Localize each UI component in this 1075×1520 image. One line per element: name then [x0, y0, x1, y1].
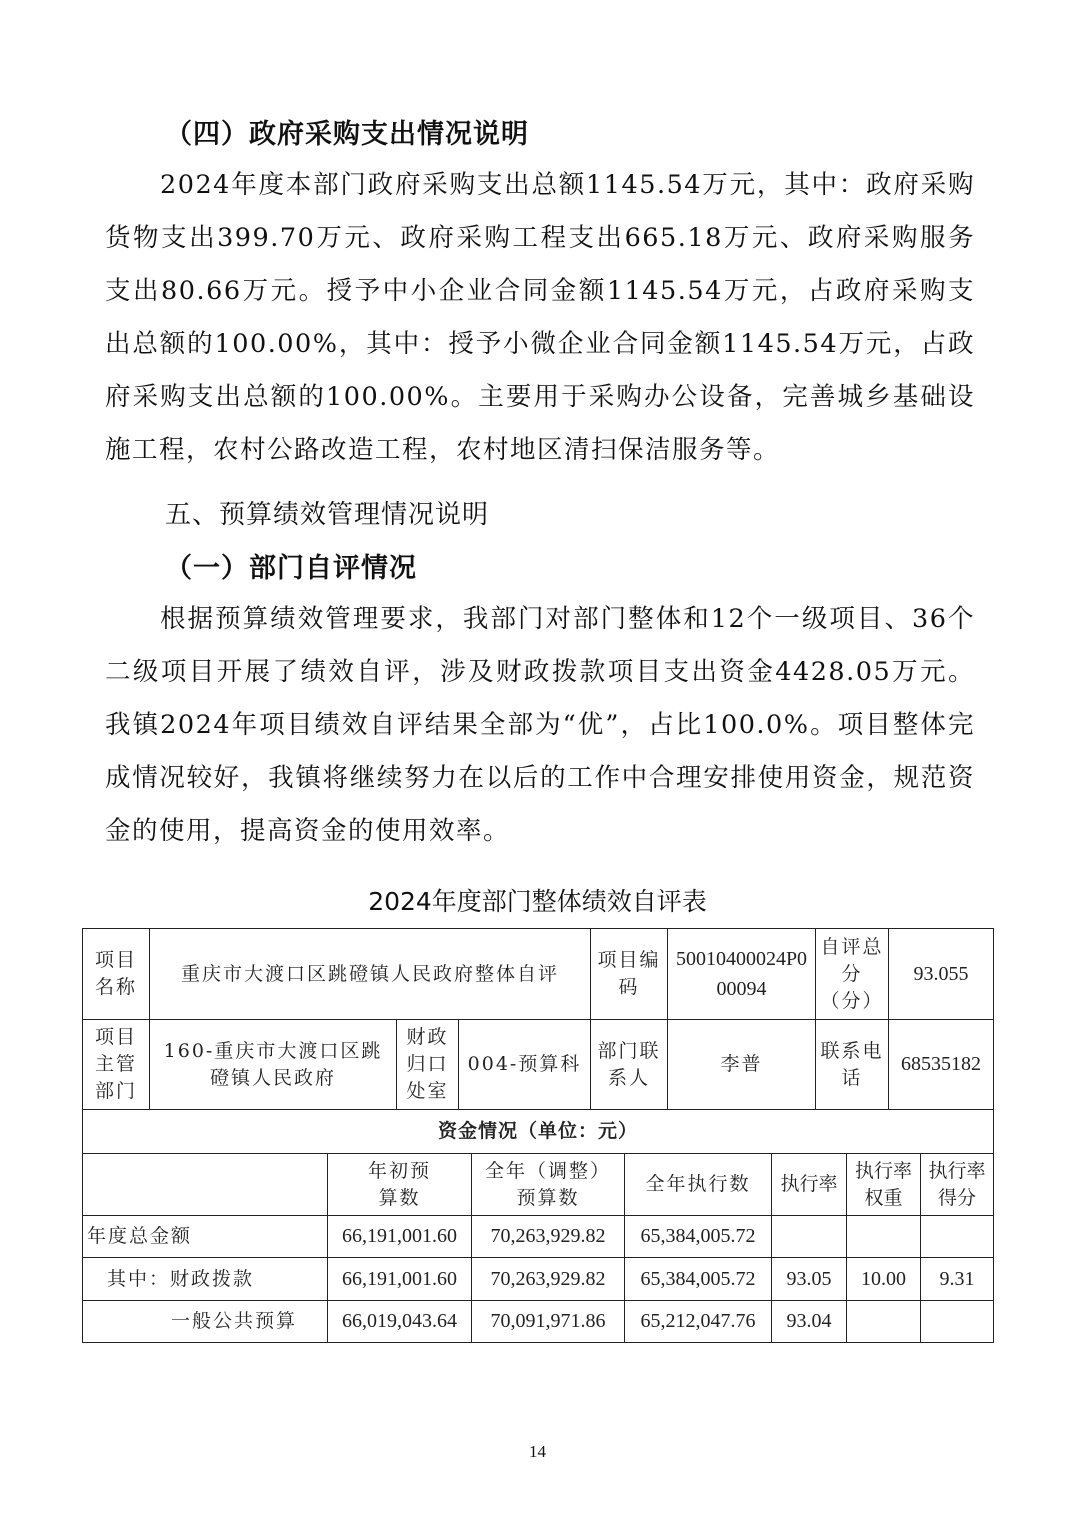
row-initial: 66,019,043.64	[327, 1300, 472, 1343]
funds-header: 资金情况（单位：元）	[82, 1109, 994, 1154]
finance-office-value: 004-预算科	[458, 1019, 591, 1110]
row-score	[920, 1215, 994, 1258]
project-name-label: 项目名称	[82, 928, 150, 1020]
row-adjusted: 70,263,929.82	[471, 1215, 625, 1258]
finance-office-label: 财政归口处室	[396, 1019, 459, 1110]
procurement-paragraph: 2024年度本部门政府采购支出总额1145.54万元，其中：政府采购货物支出399.70万元、政府采购工程支出665.18万元、政府采购服务支出80.66万元。授予中小企业合同金额1145.54万元，占政府采购支出总额的100.00%，其中：授予小微企业合同金额1145.54万元，占政府采购支出总额的100.00%。主要用于采购办公设备，完善城乡基础设施工程，农村公路改造工程，农村地区清扫保洁服务等。	[105, 170, 975, 465]
col-header-label	[82, 1153, 328, 1216]
row-weight	[846, 1300, 921, 1343]
row-initial: 66,191,001.60	[327, 1257, 472, 1301]
self-score-label: 自评总分（分）	[815, 928, 889, 1020]
row-rate: 93.05	[771, 1257, 847, 1301]
row-initial: 66,191,001.60	[327, 1215, 472, 1258]
row-rate	[771, 1215, 847, 1258]
col-header-rate: 执行率	[771, 1153, 847, 1216]
row-rate: 93.04	[771, 1300, 847, 1343]
row-label: 年度总金额	[82, 1215, 328, 1258]
table-title: 2024年度部门整体绩效自评表	[368, 887, 707, 916]
subsection-heading-self-eval: （一）部门自评情况	[165, 553, 417, 584]
page-number: 14	[529, 1442, 546, 1461]
col-header-weight: 执行率权重	[846, 1153, 921, 1216]
section-heading-procurement: （四）政府采购支出情况说明	[165, 119, 529, 150]
col-header-initial: 年初预算数	[327, 1153, 472, 1216]
col-header-executed: 全年执行数	[624, 1153, 772, 1216]
phone-value: 68535182	[888, 1019, 994, 1110]
col-header-score: 执行率得分	[920, 1153, 994, 1216]
contact-person-label: 部门联系人	[590, 1019, 668, 1110]
contact-person-value: 李普	[667, 1019, 816, 1110]
row-executed: 65,384,005.72	[624, 1215, 772, 1258]
section-heading-performance: 五、预算绩效管理情况说明	[165, 500, 490, 530]
project-name-value: 重庆市大渡口区跳磴镇人民政府整体自评	[149, 928, 591, 1020]
dept-label: 项目主管部门	[82, 1019, 150, 1110]
row-executed: 65,212,047.76	[624, 1300, 772, 1343]
row-adjusted: 70,091,971.86	[471, 1300, 625, 1343]
col-header-adjusted: 全年（调整）预算数	[471, 1153, 625, 1216]
row-score	[920, 1300, 994, 1343]
self-eval-paragraph: 根据预算绩效管理要求，我部门对部门整体和12个一级项目、36个二级项目开展了绩效自评，涉及财政拨款项目支出资金4428.05万元。我镇2024年项目绩效自评结果全部为“优”，占比100.0%。项目整体完成情况较好，我镇将继续努力在以后的工作中合理安排使用资金，规范资金的使用，提高资金的使用效率。	[105, 604, 975, 846]
phone-label: 联系电话	[815, 1019, 889, 1110]
row-executed: 65,384,005.72	[624, 1257, 772, 1301]
row-label: 一般公共预算	[82, 1300, 328, 1343]
row-score: 9.31	[920, 1257, 994, 1301]
row-label: 其中：财政拨款	[82, 1257, 328, 1301]
row-adjusted: 70,263,929.82	[471, 1257, 625, 1301]
project-code-label: 项目编码	[590, 928, 668, 1020]
dept-value: 160-重庆市大渡口区跳磴镇人民政府	[149, 1019, 397, 1110]
row-weight: 10.00	[846, 1257, 921, 1301]
row-weight	[846, 1215, 921, 1258]
project-code-value: 50010400024P000094	[667, 928, 816, 1020]
self-score-value: 93.055	[888, 928, 994, 1020]
